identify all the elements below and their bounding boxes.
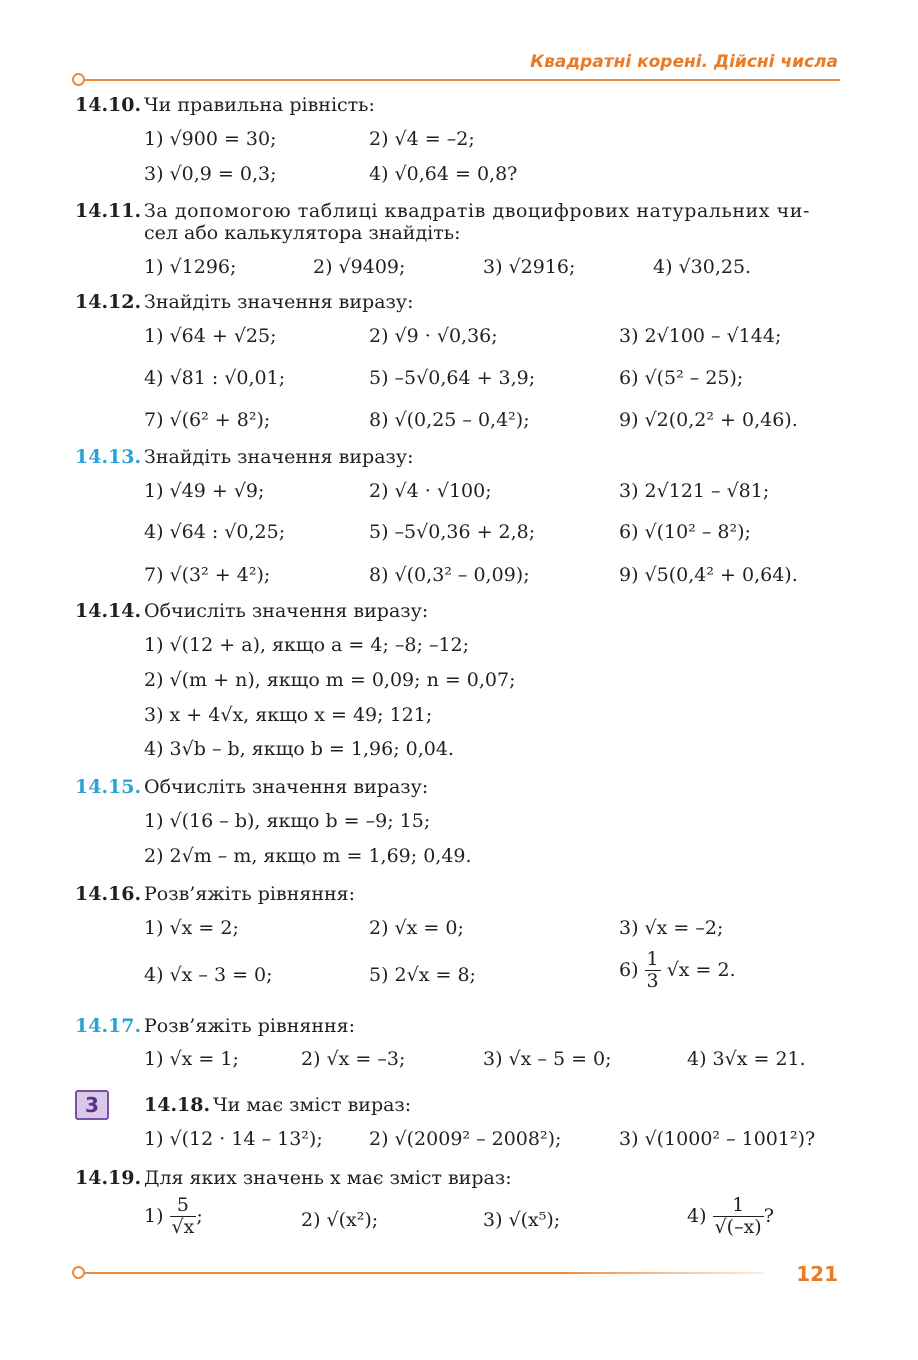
item-prefix: 4) (687, 1204, 713, 1227)
problem-item: 4) 3√x = 21. (687, 1048, 806, 1070)
problem-item: 2) √4 = –2; (369, 128, 475, 150)
bottom-rule-dot (72, 1266, 85, 1279)
problem-prompt: За допомогою таблиці квадратів двоцифрових натуральних чи- (144, 200, 810, 222)
problem-item: 2) √4 · √100; (369, 480, 492, 502)
problem-item: 4) √0,64 = 0,8? (369, 163, 518, 185)
problem-item: 2) √(2009² – 2008²); (369, 1128, 562, 1150)
top-rule-dot (72, 73, 85, 86)
fraction-denominator: √(–x) (714, 1215, 762, 1238)
problem-item: 5) 2√x = 8; (369, 964, 476, 986)
problem-item: 1) √(12 · 14 – 13²); (144, 1128, 323, 1150)
problem-item: 1) √x = 1; (144, 1048, 239, 1070)
problem-item: 5) –5√0,36 + 2,8; (369, 521, 536, 543)
fraction-numerator: 5 (176, 1194, 189, 1216)
problem-item: 1) √1296; (144, 256, 237, 278)
fraction-denominator: 3 (646, 969, 659, 992)
problem-number: 14.19. (75, 1167, 142, 1189)
problem-prompt: Знайдіть значення виразу: (144, 446, 414, 468)
top-rule (74, 79, 840, 81)
problem-item: 1) √(12 + a), якщо a = 4; –8; –12; (144, 634, 470, 656)
problem-item: 2) √9 · √0,36; (369, 325, 498, 347)
problem-number: 14.10. (75, 94, 142, 116)
problem-item: 2) √(m + n), якщо m = 0,09; n = 0,07; (144, 669, 516, 691)
fraction-numerator: 1 (732, 1194, 745, 1216)
level-badge: 3 (75, 1090, 109, 1120)
page-number: 121 (796, 1262, 838, 1286)
fraction-denominator: √x (171, 1215, 195, 1238)
problem-item: 2) √9409; (313, 256, 406, 278)
item-suffix: ; (196, 1204, 203, 1227)
fraction-numerator: 1 (646, 948, 659, 970)
problem-number: 14.13. (75, 446, 142, 468)
problem-item: 6) √(5² – 25); (619, 367, 744, 389)
problem-prompt: Розв’яжіть рівняння: (144, 883, 356, 905)
problem-number: 14.12. (75, 291, 142, 313)
problem-item: 2) √x = –3; (301, 1048, 406, 1070)
problem-item: 8) √(0,3² – 0,09); (369, 564, 530, 586)
problem-number: 14.18. (144, 1094, 211, 1116)
problem-prompt: Чи має зміст вираз: (213, 1094, 412, 1116)
problem-item: 4) √64 : √0,25; (144, 521, 286, 543)
problem-item: 7) √(6² + 8²); (144, 409, 271, 431)
item-suffix: √x = 2. (666, 958, 736, 981)
problem-item (619, 950, 736, 992)
problem-item: 3) √(1000² – 1001²)? (619, 1128, 816, 1150)
problem-prompt: сел або калькулятора знайдіть: (144, 222, 461, 244)
problem-item (687, 1196, 774, 1238)
problem-item: 3) √0,9 = 0,3; (144, 163, 277, 185)
problem-item: 2) 2√m – m, якщо m = 1,69; 0,49. (144, 845, 472, 867)
problem-prompt: Чи правильна рівність: (144, 94, 375, 116)
problem-item: 9) √5(0,4² + 0,64). (619, 564, 798, 586)
problem-prompt: Розв’яжіть рівняння: (144, 1015, 356, 1037)
problem-item: 1) √900 = 30; (144, 128, 277, 150)
header-title: Квадратні корені. Дійсні числа (530, 52, 838, 72)
fraction (170, 1196, 197, 1238)
problem-number: 14.16. (75, 883, 142, 905)
problem-item: 5) –5√0,64 + 3,9; (369, 367, 536, 389)
problem-item: 3) √x – 5 = 0; (483, 1048, 612, 1070)
problem-prompt: Знайдіть значення виразу: (144, 291, 414, 313)
problem-item: 3) x + 4√x, якщо x = 49; 121; (144, 704, 433, 726)
problem-number: 14.15. (75, 776, 142, 798)
problem-item: 4) √81 : √0,01; (144, 367, 286, 389)
problem-item (144, 1196, 203, 1238)
bottom-rule (74, 1272, 764, 1274)
problem-number: 14.11. (75, 200, 142, 222)
problem-item: 3) √(x⁵); (483, 1209, 561, 1231)
problem-number: 14.17. (75, 1015, 142, 1037)
problem-item: 6) √(10² – 8²); (619, 521, 751, 543)
fraction (713, 1196, 764, 1238)
problem-item: 3) 2√100 – √144; (619, 325, 782, 347)
problem-item: 3) 2√121 – √81; (619, 480, 770, 502)
item-prefix: 1) (144, 1204, 170, 1227)
problem-prompt: Обчисліть значення виразу: (144, 776, 429, 798)
problem-item: 3) √2916; (483, 256, 576, 278)
problem-item: 1) √49 + √9; (144, 480, 265, 502)
problem-number: 14.14. (75, 600, 142, 622)
problem-item: 1) √64 + √25; (144, 325, 277, 347)
problem-item: 4) √x – 3 = 0; (144, 964, 273, 986)
problem-item: 2) √(x²); (301, 1209, 379, 1231)
problem-item: 7) √(3² + 4²); (144, 564, 271, 586)
problem-item: 9) √2(0,2² + 0,46). (619, 409, 798, 431)
problem-item: 2) √x = 0; (369, 917, 464, 939)
problem-item: 4) √30,25. (653, 256, 752, 278)
item-prefix: 6) (619, 958, 645, 981)
problem-item: 1) √x = 2; (144, 917, 239, 939)
fraction (645, 950, 661, 992)
problem-prompt: Обчисліть значення виразу: (144, 600, 429, 622)
problem-item: 8) √(0,25 – 0,4²); (369, 409, 530, 431)
item-suffix: ? (763, 1204, 774, 1227)
problem-item: 1) √(16 – b), якщо b = –9; 15; (144, 810, 431, 832)
problem-prompt: Для яких значень x має зміст вираз: (144, 1167, 512, 1189)
problem-item: 4) 3√b – b, якщо b = 1,96; 0,04. (144, 738, 454, 760)
problem-item: 3) √x = –2; (619, 917, 724, 939)
